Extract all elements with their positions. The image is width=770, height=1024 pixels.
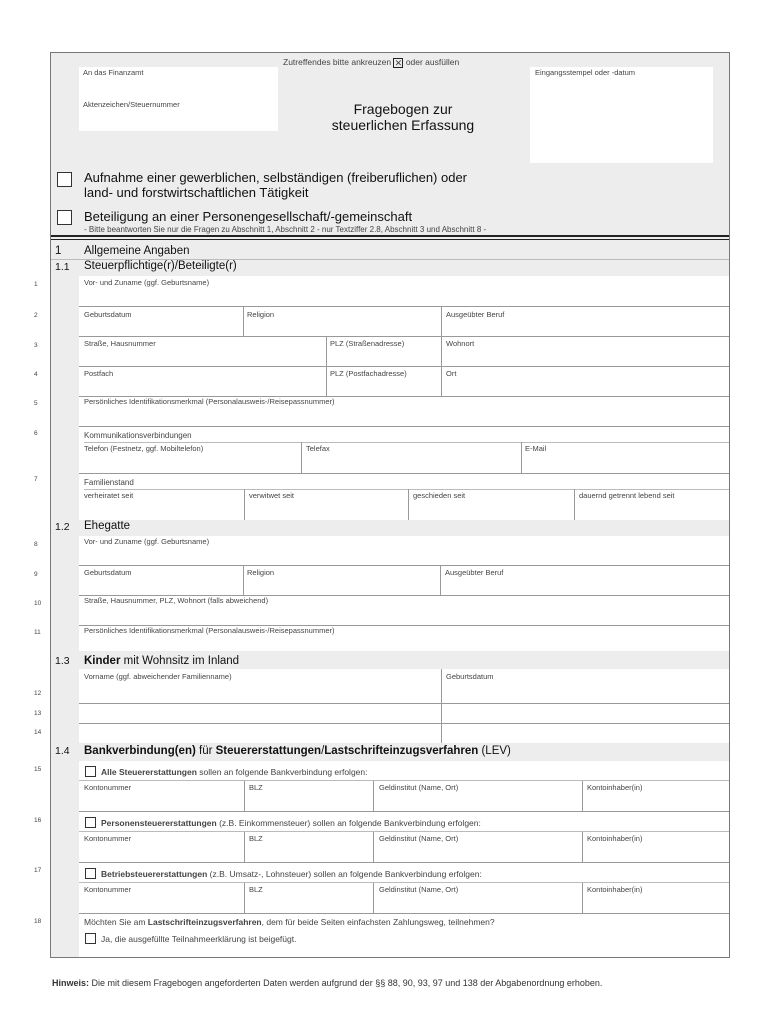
- row-family-field: [79, 474, 729, 520]
- divider: [79, 831, 729, 832]
- divider: [373, 832, 374, 862]
- blz-label: BLZ: [249, 783, 263, 792]
- blz-label: BLZ: [249, 885, 263, 894]
- bank-block-personal: [79, 812, 729, 862]
- form-frame: [50, 52, 730, 958]
- row-number: 17: [34, 867, 42, 874]
- religion-label: Religion: [247, 310, 275, 319]
- finanzamt-label: An das Finanzamt: [83, 68, 144, 77]
- account-label: Kontonummer: [84, 885, 132, 894]
- subsection-title: Ehegatte: [84, 520, 131, 532]
- lev-block: [79, 914, 729, 957]
- subsection-number: 1.3: [55, 655, 70, 667]
- family-label: Familienstand: [84, 478, 134, 487]
- bank-name-label: Geldinstitut (Name, Ort): [379, 834, 459, 843]
- row-number: 2: [34, 312, 38, 319]
- divider: [441, 669, 442, 743]
- plz-label: PLZ (Straßenadresse): [330, 339, 405, 348]
- row-number: 16: [34, 817, 42, 824]
- bank-personal-label: Personensteuererstattungen (z.B. Einkommensteuer) sollen an folgende Bankverbindung erfolgen:: [101, 818, 481, 828]
- divider: [440, 566, 441, 595]
- divider: [441, 307, 442, 336]
- divorced-label: geschieden seit: [413, 491, 466, 500]
- row-children-field[interactable]: [79, 704, 729, 723]
- spouse-job-label: Ausgeübter Beruf: [445, 568, 504, 577]
- subsection-number: 1.1: [55, 261, 70, 273]
- gutter: [51, 240, 79, 957]
- name-label: Vor- und Zuname (ggf. Geburtsname): [84, 278, 210, 287]
- bank-personal-checkbox[interactable]: [85, 817, 96, 828]
- phone-label: Telefon (Festnetz, ggf. Mobiltelefon): [84, 444, 204, 453]
- subsection-title: Kinder mit Wohnsitz im Inland: [84, 655, 240, 667]
- footer-note: Hinweis: Die mit diesem Fragebogen angeforderten Daten werden aufgrund der §§ 88, 90, 93, 97 und 138 der Abgabenordnung erhoben.: [52, 978, 603, 988]
- subsection-header-bg: [79, 520, 729, 536]
- street-label: Straße, Hausnummer: [84, 339, 156, 348]
- divider: [244, 832, 245, 862]
- option-beteiligung-checkbox[interactable]: [57, 210, 72, 225]
- row-birth-field: [79, 307, 729, 336]
- spouse-religion-label: Religion: [247, 568, 275, 577]
- account-label: Kontonummer: [84, 783, 132, 792]
- section-title: Allgemeine Angaben: [84, 245, 190, 257]
- divider: [301, 442, 302, 473]
- row-number: 3: [34, 342, 38, 349]
- divider: [373, 781, 374, 811]
- bank-name-label: Geldinstitut (Name, Ort): [379, 885, 459, 894]
- plz-po-label: PLZ (Postfachadresse): [330, 369, 407, 378]
- row-children-field[interactable]: [79, 669, 729, 703]
- row-number: 8: [34, 541, 38, 548]
- divider: [79, 882, 729, 883]
- row-number: 14: [34, 729, 42, 736]
- divider: [243, 566, 244, 595]
- divider: [244, 883, 245, 913]
- row-number: 5: [34, 400, 38, 407]
- row-number: 1: [34, 281, 38, 288]
- job-label: Ausgeübter Beruf: [446, 310, 505, 319]
- row-number: 13: [34, 710, 42, 717]
- row-number: 9: [34, 571, 38, 578]
- lev-yes-label: Ja, die ausgefüllte Teilnahmeerklärung ist beigefügt.: [101, 934, 297, 944]
- divider: [79, 780, 729, 781]
- divider: [582, 883, 583, 913]
- child-birth-label: Geburtsdatum: [446, 672, 494, 681]
- row-number: 18: [34, 918, 42, 925]
- divider: [51, 235, 729, 237]
- holder-label: Kontoinhaber(in): [587, 885, 643, 894]
- spouse-id-label: Persönliches Identifikationsmerkmal (Personalausweis-/Reisepassnummer): [84, 626, 335, 635]
- option-taetigkeit-checkbox[interactable]: [57, 172, 72, 187]
- divider: [373, 883, 374, 913]
- holder-label: Kontoinhaber(in): [587, 783, 643, 792]
- spouse-name-label: Vor- und Zuname (ggf. Geburtsname): [84, 537, 210, 546]
- bank-block-business: [79, 863, 729, 913]
- row-postfach-field: [79, 367, 729, 396]
- divider: [441, 337, 442, 366]
- row-comm-field: [79, 427, 729, 473]
- bank-business-checkbox[interactable]: [85, 868, 96, 879]
- instruction-text: Zutreffendes bitte ankreuzen ✕ oder ausfüllen: [283, 57, 460, 68]
- bank-block-all: [79, 761, 729, 811]
- row-number: 6: [34, 430, 38, 437]
- option-beteiligung-note: - Bitte beantworten Sie nur die Fragen zu Abschnitt 1, Abschnitt 2 - nur Textziffer 2.8, Abschnitt 3 und Abschnitt 8 -: [84, 225, 487, 234]
- email-label: E-Mail: [525, 444, 547, 453]
- row-id-field[interactable]: [79, 397, 729, 426]
- form-title: Fragebogen zur steuerlichen Erfassung: [331, 101, 475, 133]
- row-number: 15: [34, 766, 42, 773]
- row-spouse-birth-field: [79, 566, 729, 595]
- divider: [582, 832, 583, 862]
- divider: [441, 367, 442, 396]
- row-spouse-address-field[interactable]: [79, 596, 729, 625]
- row-number: 11: [34, 629, 41, 636]
- bank-all-label: Alle Steuererstattungen sollen an folgende Bankverbindung erfolgen:: [101, 767, 368, 777]
- aktenzeichen-label: Aktenzeichen/Steuernummer: [83, 100, 180, 109]
- id-label: Persönliches Identifikationsmerkmal (Personalausweis-/Reisepassnummer): [84, 397, 335, 406]
- finanzamt-field[interactable]: [79, 67, 278, 131]
- row-number: 10: [34, 600, 42, 607]
- row-spouse-name-field[interactable]: [79, 536, 729, 565]
- divider: [574, 489, 575, 520]
- row-street-field: [79, 337, 729, 366]
- lev-question: Möchten Sie am Lastschrifteinzugsverfahren, dem für beide Seiten einfachsten Zahlungsweg, teilnehmen?: [84, 917, 495, 927]
- bank-name-label: Geldinstitut (Name, Ort): [379, 783, 459, 792]
- row-number: 7: [34, 476, 38, 483]
- married-label: verheiratet seit: [84, 491, 134, 500]
- comm-label: Kommunikationsverbindungen: [84, 431, 192, 440]
- row-number: 4: [34, 371, 38, 378]
- divider: [84, 489, 729, 490]
- row-name-field[interactable]: [79, 276, 729, 306]
- subsection-title: Bankverbindung(en) für Steuererstattungen/Lastschrifteinzugsverfahren (LEV): [84, 745, 511, 757]
- widowed-label: verwitwet seit: [249, 491, 295, 500]
- lev-yes-checkbox[interactable]: [85, 933, 96, 944]
- city-label: Wohnort: [446, 339, 475, 348]
- separated-label: dauernd getrennt lebend seit: [579, 491, 675, 500]
- holder-label: Kontoinhaber(in): [587, 834, 643, 843]
- divider: [326, 337, 327, 366]
- account-label: Kontonummer: [84, 834, 132, 843]
- spouse-address-label: Straße, Hausnummer, PLZ, Wohnort (falls abweichend): [84, 596, 269, 605]
- birth-label: Geburtsdatum: [84, 310, 132, 319]
- row-number: 12: [34, 690, 42, 697]
- bank-business-label: Betriebsteuererstattungen (z.B. Umsatz-, Lohnsteuer) sollen an folgende Bankverbindung erfolgen:: [101, 869, 482, 879]
- stamp-label: Eingangsstempel oder -datum: [535, 68, 636, 77]
- fax-label: Telefax: [306, 444, 330, 453]
- divider: [243, 307, 244, 336]
- spouse-birth-label: Geburtsdatum: [84, 568, 132, 577]
- section-number: 1: [55, 245, 62, 257]
- divider: [582, 781, 583, 811]
- subsection-number: 1.2: [55, 521, 70, 533]
- postfach-label: Postfach: [84, 369, 114, 378]
- divider: [521, 442, 522, 473]
- divider: [408, 489, 409, 520]
- ort-label: Ort: [446, 369, 457, 378]
- divider: [244, 781, 245, 811]
- child-name-label: Vorname (ggf. abweichender Familienname): [84, 672, 232, 681]
- checkbox-example-icon: ✕: [394, 58, 403, 68]
- subsection-number: 1.4: [55, 745, 70, 757]
- row-children-field[interactable]: [79, 724, 729, 743]
- option-taetigkeit-label: Aufnahme einer gewerblichen, selbständigen (freiberuflichen) oder land- und forstwirtschaftlichen Tätigkeit: [84, 170, 468, 200]
- divider: [84, 442, 729, 443]
- subsection-title: Steuerpflichtige(r)/Beteiligte(r): [84, 260, 237, 272]
- blz-label: BLZ: [249, 834, 263, 843]
- stamp-field: [530, 67, 713, 163]
- bank-all-checkbox[interactable]: [85, 766, 96, 777]
- divider: [326, 367, 327, 396]
- divider: [244, 489, 245, 520]
- option-beteiligung-label: Beteiligung an einer Personengesellschaft/-gemeinschaft: [84, 209, 413, 224]
